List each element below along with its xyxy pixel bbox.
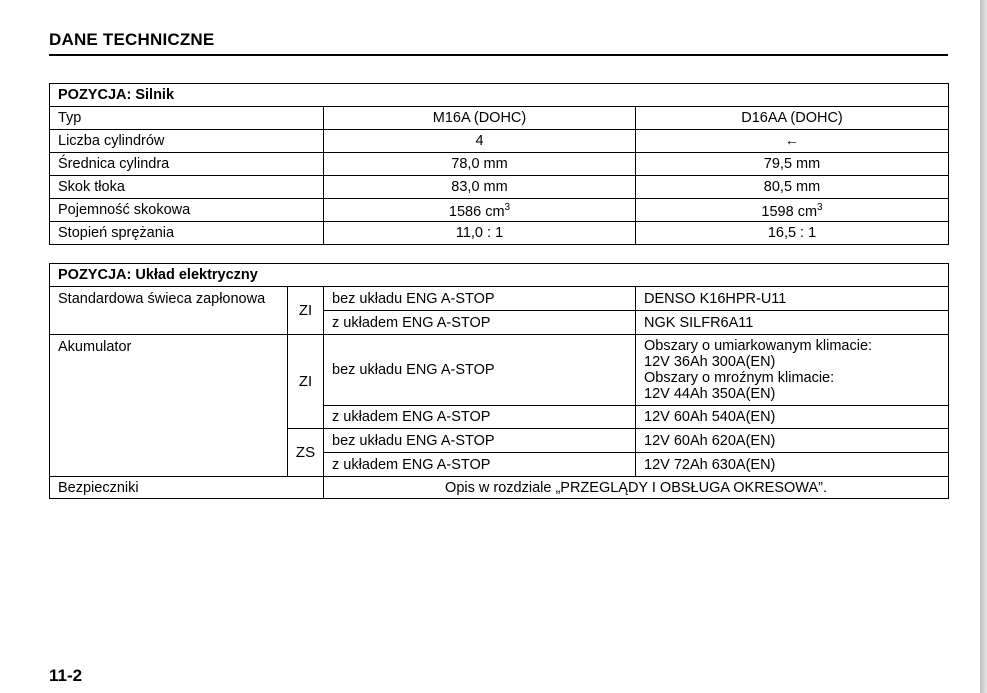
page-edge-shadow bbox=[980, 0, 987, 693]
spark-plug-label: Standardowa świeca zapłonowa bbox=[50, 287, 288, 335]
value-m16a: M16A (DOHC) bbox=[324, 107, 636, 130]
table-row bbox=[50, 176, 949, 199]
table-row bbox=[50, 199, 949, 222]
value-d16aa: D16AA (DOHC) bbox=[636, 107, 949, 130]
engine-table-title-row bbox=[50, 84, 949, 107]
battery-value-multiline bbox=[636, 335, 949, 406]
fuses-label: Bezpieczniki bbox=[50, 477, 324, 499]
table-row bbox=[50, 153, 949, 176]
table-row bbox=[50, 335, 949, 406]
climate-line: Obszary o mroźnym klimacie: bbox=[644, 370, 835, 386]
condition-cell: bez układu ENG A-STOP bbox=[324, 287, 636, 311]
page-number: 11-2 bbox=[49, 666, 83, 685]
battery-value: 12V 60Ah 540A(EN) bbox=[636, 406, 949, 429]
value-text: 1598 cm bbox=[761, 203, 818, 220]
row-label: Skok tłoka bbox=[50, 176, 324, 199]
condition-cell: z układem ENG A-STOP bbox=[324, 311, 636, 335]
condition-cell: bez układu ENG A-STOP bbox=[324, 335, 636, 406]
engine-variant-zi: ZI bbox=[288, 335, 324, 429]
table-row bbox=[50, 222, 949, 245]
climate-line: Obszary o umiarkowanym klimacie: bbox=[644, 338, 873, 354]
condition-cell: z układem ENG A-STOP bbox=[324, 453, 636, 477]
engine-spec-table bbox=[49, 83, 949, 245]
electrical-spec-table bbox=[49, 263, 949, 499]
value-d16aa: 79,5 mm bbox=[636, 153, 949, 176]
row-label: Liczba cylindrów bbox=[50, 130, 324, 153]
row-label: Pojemność skokowa bbox=[50, 199, 324, 222]
value-m16a: 83,0 mm bbox=[324, 176, 636, 199]
table-row bbox=[50, 287, 949, 311]
condition-cell: z układem ENG A-STOP bbox=[324, 406, 636, 429]
value-m16a: 78,0 mm bbox=[324, 153, 636, 176]
battery-label: Akumulator bbox=[50, 335, 288, 477]
battery-spec-line: 12V 36Ah 300A(EN) bbox=[644, 354, 776, 370]
heading-rule bbox=[49, 54, 948, 56]
row-label: Średnica cylindra bbox=[50, 153, 324, 176]
unit-superscript: 3 bbox=[817, 202, 823, 214]
battery-value: 12V 72Ah 630A(EN) bbox=[636, 453, 949, 477]
value-d16aa bbox=[636, 199, 949, 222]
value-d16aa: 16,5 : 1 bbox=[636, 222, 949, 245]
page-heading: DANE TECHNICZNE bbox=[49, 30, 215, 49]
table-row bbox=[50, 130, 949, 153]
row-label: Stopień sprężania bbox=[50, 222, 324, 245]
spark-plug-value: NGK SILFR6A11 bbox=[636, 311, 949, 335]
value-m16a bbox=[324, 199, 636, 222]
engine-table-title: POZYCJA: Silnik bbox=[50, 84, 949, 107]
value-d16aa: ← bbox=[636, 130, 949, 153]
battery-value: 12V 60Ah 620A(EN) bbox=[636, 429, 949, 453]
value-d16aa: 80,5 mm bbox=[636, 176, 949, 199]
condition-cell: bez układu ENG A-STOP bbox=[324, 429, 636, 453]
table-row bbox=[50, 477, 949, 499]
value-m16a: 4 bbox=[324, 130, 636, 153]
row-label: Typ bbox=[50, 107, 324, 130]
engine-variant-zs: ZS bbox=[288, 429, 324, 477]
value-m16a: 11,0 : 1 bbox=[324, 222, 636, 245]
unit-superscript: 3 bbox=[504, 202, 511, 214]
electrical-table-title: POZYCJA: Układ elektryczny bbox=[50, 264, 949, 287]
engine-variant-zi: ZI bbox=[288, 287, 324, 335]
spark-plug-value: DENSO K16HPR-U11 bbox=[636, 287, 949, 311]
table-row bbox=[50, 107, 949, 130]
value-text: 1586 cm bbox=[448, 203, 505, 220]
electrical-table-title-row bbox=[50, 264, 949, 287]
fuses-reference: Opis w rozdziale „PRZEGLĄDY I OBSŁUGA OKRESOWA”. bbox=[324, 477, 949, 499]
battery-spec-line: 12V 44Ah 350A(EN) bbox=[644, 386, 776, 402]
